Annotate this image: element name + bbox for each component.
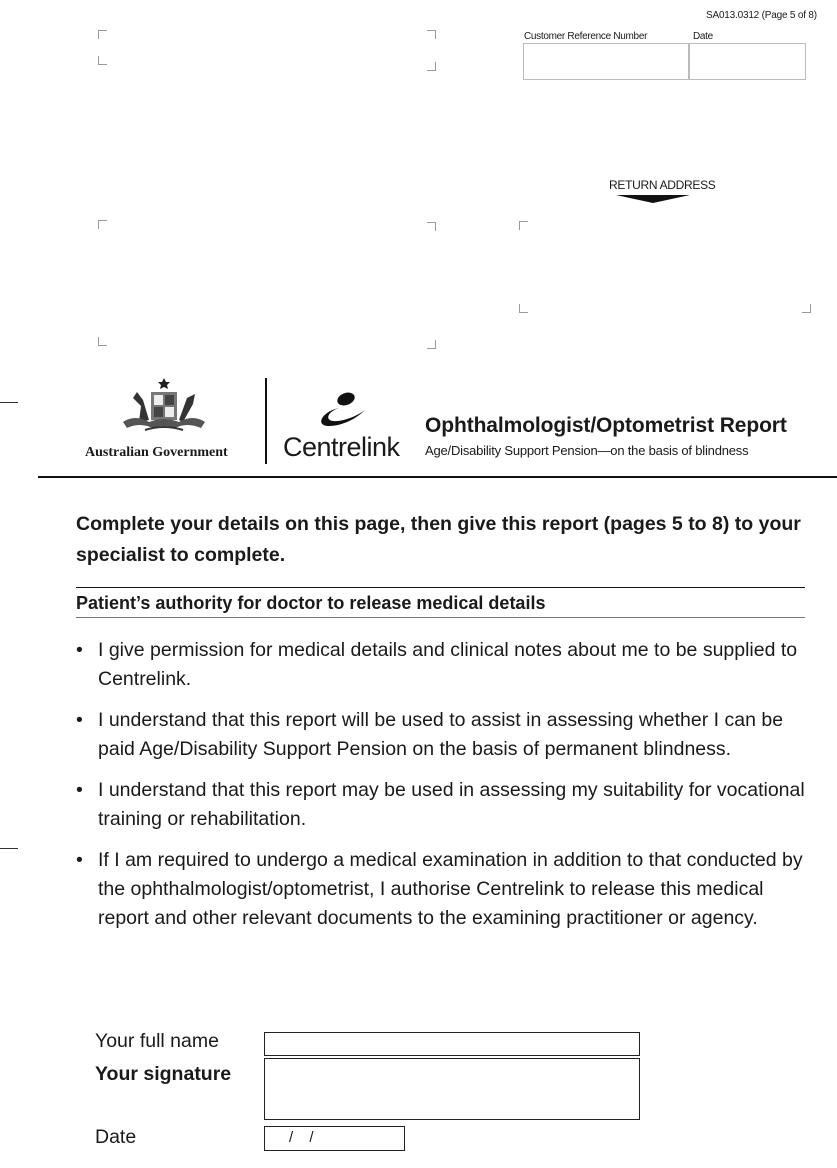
coat-of-arms-icon (115, 376, 213, 438)
agency-name: Centrelink (283, 432, 400, 462)
intro-instructions: Complete your details on this page, then give this report (pages 5 to 8) to your specialist to complete. (76, 513, 801, 566)
authority-statement: • I understand that this report may be used in assessing my suitability for vocational training or rehabilitation. (76, 776, 816, 834)
full-name-field[interactable] (264, 1032, 640, 1056)
crop-mark (519, 304, 528, 313)
full-name-label: Your full name (95, 1030, 219, 1052)
date-field-value: / / (289, 1129, 320, 1146)
government-label: Australian Government (85, 445, 228, 460)
authority-statement: • I understand that this report will be used to assist in assessing whether I can be paid Age/Disability Support Pension on the basis of permanent blindness. (76, 706, 816, 764)
down-arrow-icon (616, 195, 690, 203)
crop-mark (802, 304, 811, 313)
centrelink-logo-icon (313, 390, 369, 430)
crop-mark (98, 30, 107, 39)
header-divider (38, 476, 837, 478)
brand-divider (265, 378, 267, 464)
authority-statements (76, 636, 816, 945)
fold-mark (0, 402, 18, 403)
crop-mark (427, 222, 436, 231)
report-title: Ophthalmologist/Optometrist Report (425, 414, 787, 437)
section-underline (76, 617, 805, 618)
signature-label: Your signature (95, 1063, 232, 1085)
return-address-label: RETURN ADDRESS (609, 178, 716, 192)
crop-mark (98, 220, 107, 229)
crop-mark (427, 340, 436, 349)
date-field[interactable] (264, 1126, 405, 1151)
header-date-label: Date (693, 31, 713, 42)
fold-mark (0, 848, 18, 849)
header-date-box[interactable] (689, 43, 806, 80)
section-divider (76, 587, 805, 588)
crop-mark (519, 221, 528, 230)
customer-reference-label: Customer Reference Number (524, 31, 648, 42)
signature-field[interactable] (264, 1058, 640, 1120)
report-subtitle: Age/Disability Support Pension—on the basis of blindness (425, 443, 749, 458)
section-title: Patient’s authority for doctor to release medical details (76, 593, 546, 613)
form-code: SA013.0312 (Page 5 of 8) (706, 10, 817, 21)
crop-mark (98, 337, 107, 346)
authority-statement: • If I am required to undergo a medical examination in addition to that conducted by the ophthalmologist/optometrist, I authorise Centrelink to release this medical report and other relevant documents to the examining practitioner or agency. (76, 846, 816, 933)
crop-mark (98, 56, 107, 65)
date-label: Date (95, 1126, 137, 1148)
customer-reference-box[interactable] (523, 43, 689, 80)
crop-mark (427, 62, 436, 71)
authority-statement: • I give permission for medical details and clinical notes about me to be supplied to Centrelink. (76, 636, 816, 694)
crop-mark (427, 30, 436, 39)
